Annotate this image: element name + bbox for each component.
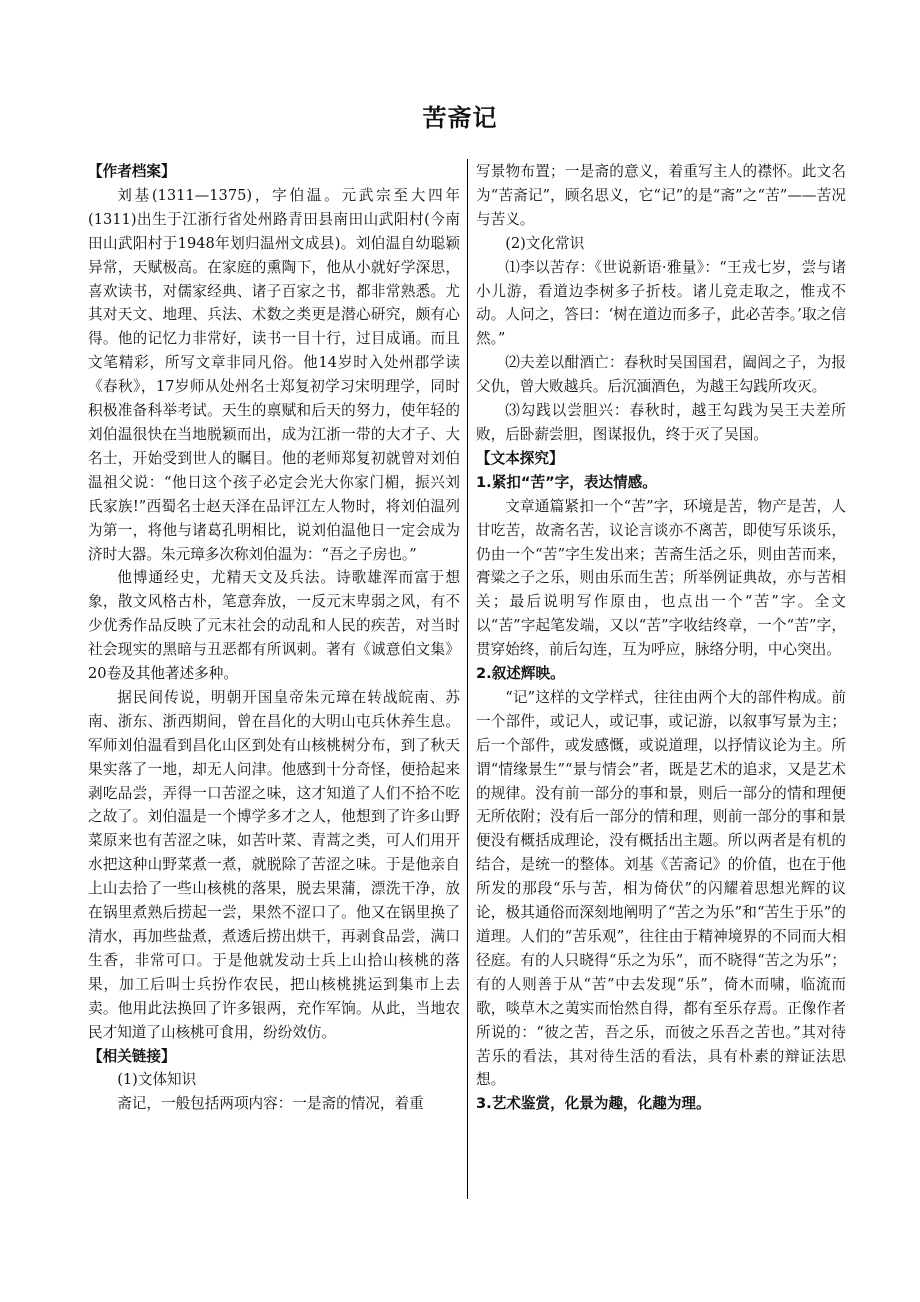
- paragraph: 据民间传说，明朝开国皇帝朱元璋在转战皖南、苏南、浙东、浙西期间，曾在昌化的大明山屯兵休养生息。军师刘伯温看到昌化山区到处有山核桃树分布，到了秋天果实落了一地，却无人问津。他感到十分奇怪，便拾起来剥吃品尝，弄得一口苦涩之味，这才知道了人们不拾不吃之故了。刘伯温是一个博学多才之人，他想到了许多山野菜原来也有苦涩之味，如苦叶菜、青蒿之类，可人们用开水把这种山野菜煮一煮，就脱除了苦涩之味。于是他亲自上山去拾了一些山核桃的落果，脱去果蒲，漂洗干净，放在锅里煮熟后捞起一尝，果然不涩口了。他又在锅里换了清水，再加些盐煮，煮透后捞出烘干，再剥食品尝，满口生香，非常可口。于是他就发动士兵上山拾山核桃的落果，加工后叫士兵扮作农民，把山核桃挑运到集市上去卖。他用此法换回了许多银两，充作军饷。从此，当地农民才知道了山核桃可食用，纷纷效仿。: [88, 688, 460, 1041]
- subheading-genre: (1)文体知识: [117, 1071, 197, 1089]
- section-heading-author: 【作者档案】: [88, 163, 176, 180]
- paragraph: “记”这样的文学样式，往往由两个大的部件构成。前一个部件，或记人，或记事，或记游，以叙事写景为主；后一个部件，或发感慨，或说道理，以抒情议论为主。所谓“情缘景生”“景与情会”者，既是艺术的追求，又是艺术的规律。没有前一部分的事和景，则后一部分的情和理便无所依附；没有后一部分的情和理，则前一部分的事和景便没有概括成理论，没有概括出主题。所以两者是有机的结合，是统一的整体。刘基《苦斋记》的价值，也在于他所发的那段“乐与苦，相为倚伏”的闪耀着思想光辉的议论，极其通俗而深刻地阐明了“苦之为乐”和“苦生于乐”的道理。人们的“苦乐观”，往往由于精神境界的不同而大相径庭。有的人只晓得“乐之为乐”，而不晓得“苦之为乐”；有的人则善于从“苦”中去发现“乐”，倚木而啸，临流而歌，啖草木之荑实而怡然自得，都有至乐存焉。正像作者所说的：“彼之苦，吾之乐，而彼之乐吾之苦也。”其对待苦乐的看法，其对待生活的看法，具有朴素的辩证法思想。: [476, 688, 846, 1089]
- paragraph: 刘基(1311—1375)，字伯温。元武宗至大四年(1311)出生于江浙行省处州路青田县南田山武阳村(今南田山武阳村于1948年划归温州文成县)。刘伯温自幼聪颖异常，天赋极高。在家庭的熏陶下，他从小就好学深思，喜欢读书，对儒家经典、诸子百家之书，都非常熟悉。尤其对天文、地理、兵法、术数之类更是潜心研究，颇有心得。他的记忆力非常好，读书一目十行，过目成诵。而且文笔精彩，所写文章非同凡俗。他14岁时入处州郡学读《春秋》，17岁师从处州名士郑复初学习宋明理学，同时积极准备科举考试。天生的禀赋和后天的努力，使年轻的刘伯温很快在当地脱颖而出，成为江浙一带的大才子、大名士，开始受到世人的瞩目。他的老师郑复初就曾对刘伯温祖父说：“他日这个孩子必定会光大你家门楣，振兴刘氏家族!”西蜀名士赵天泽在品评江左人物时，将刘伯温列为第一，将他与诸葛孔明相比，说刘伯温他日一定会成为济时大器。朱元璋多次称刘伯温为：“吾之子房也。”: [88, 186, 460, 563]
- left-column: [88, 160, 460, 1116]
- paragraph: 写景物布置；一是斋的意义，着重写主人的襟怀。此文名为“苦斋记”，顾名思义，它“记”的是“斋”之“苦”——苦况与苦义。: [476, 163, 846, 228]
- paragraph: 他博通经史，尤精天文及兵法。诗歌雄浑而富于想象，散文风格古朴，笔意奔放，一反元末卑弱之风，有不少优秀作品反映了元末社会的动乱和人民的疾苦，对当时社会现实的黑暗与丑恶都有所讽刺。著有《诚意伯文集》20卷及其他著述多种。: [88, 569, 460, 683]
- paragraph: ⑴李以苦存：《世说新语·雅量》：“王戎七岁，尝与诸小儿游，看道边李树多子折枝。诸儿竞走取之，惟戎不动。人问之，答曰：‘树在道边而多子，此必苦李。’取之信然。”: [476, 258, 846, 348]
- paragraph: ⑶勾践以尝胆兴：春秋时，越王勾践为吴王夫差所败，后卧薪尝胆，图谋报仇，终于灭了吴国。: [476, 402, 846, 443]
- analysis-heading-2: 2.叙述辉映。: [476, 665, 565, 683]
- paragraph: ⑵夫差以酣酒亡：春秋时吴国国君，阖闾之子，为报父仇，曾大败越兵。后沉湎酒色，为越王勾践所攻灭。: [476, 354, 846, 396]
- section-heading-analysis: 【文本探究】: [476, 449, 564, 467]
- paragraph: 文章通篇紧扣一个“苦”字，环境是苦，物产是苦，人甘吃苦，故斋名苦，议论言谈亦不离苦，即使写乐谈乐，仍由一个“苦”字生发出来；苦斋生活之乐，则由苦而来，膏粱之子之乐，则由乐而生苦；所举例证典故，亦与苦相关；最后说明写作原由，也点出一个“苦”字。全文以“苦”字起笔发端，又以“苦”字收结终章，一个“苦”字，贯穿始终，前后勾连，互为呼应，脉络分明，中心突出。: [476, 497, 846, 659]
- paragraph: 斋记，一般包括两项内容：一是斋的情况，着重: [117, 1095, 424, 1113]
- column-divider: [467, 159, 468, 1199]
- subheading-culture: (2)文化常识: [505, 234, 585, 252]
- right-column: [476, 160, 846, 1116]
- page-title: 苦斋记: [422, 104, 498, 132]
- analysis-heading-1: 1.紧扣“苦”字，表达情感。: [476, 473, 657, 491]
- section-heading-links: 【相关链接】: [88, 1047, 176, 1065]
- analysis-heading-3: 3.艺术鉴赏，化景为趣，化趣为理。: [476, 1095, 711, 1113]
